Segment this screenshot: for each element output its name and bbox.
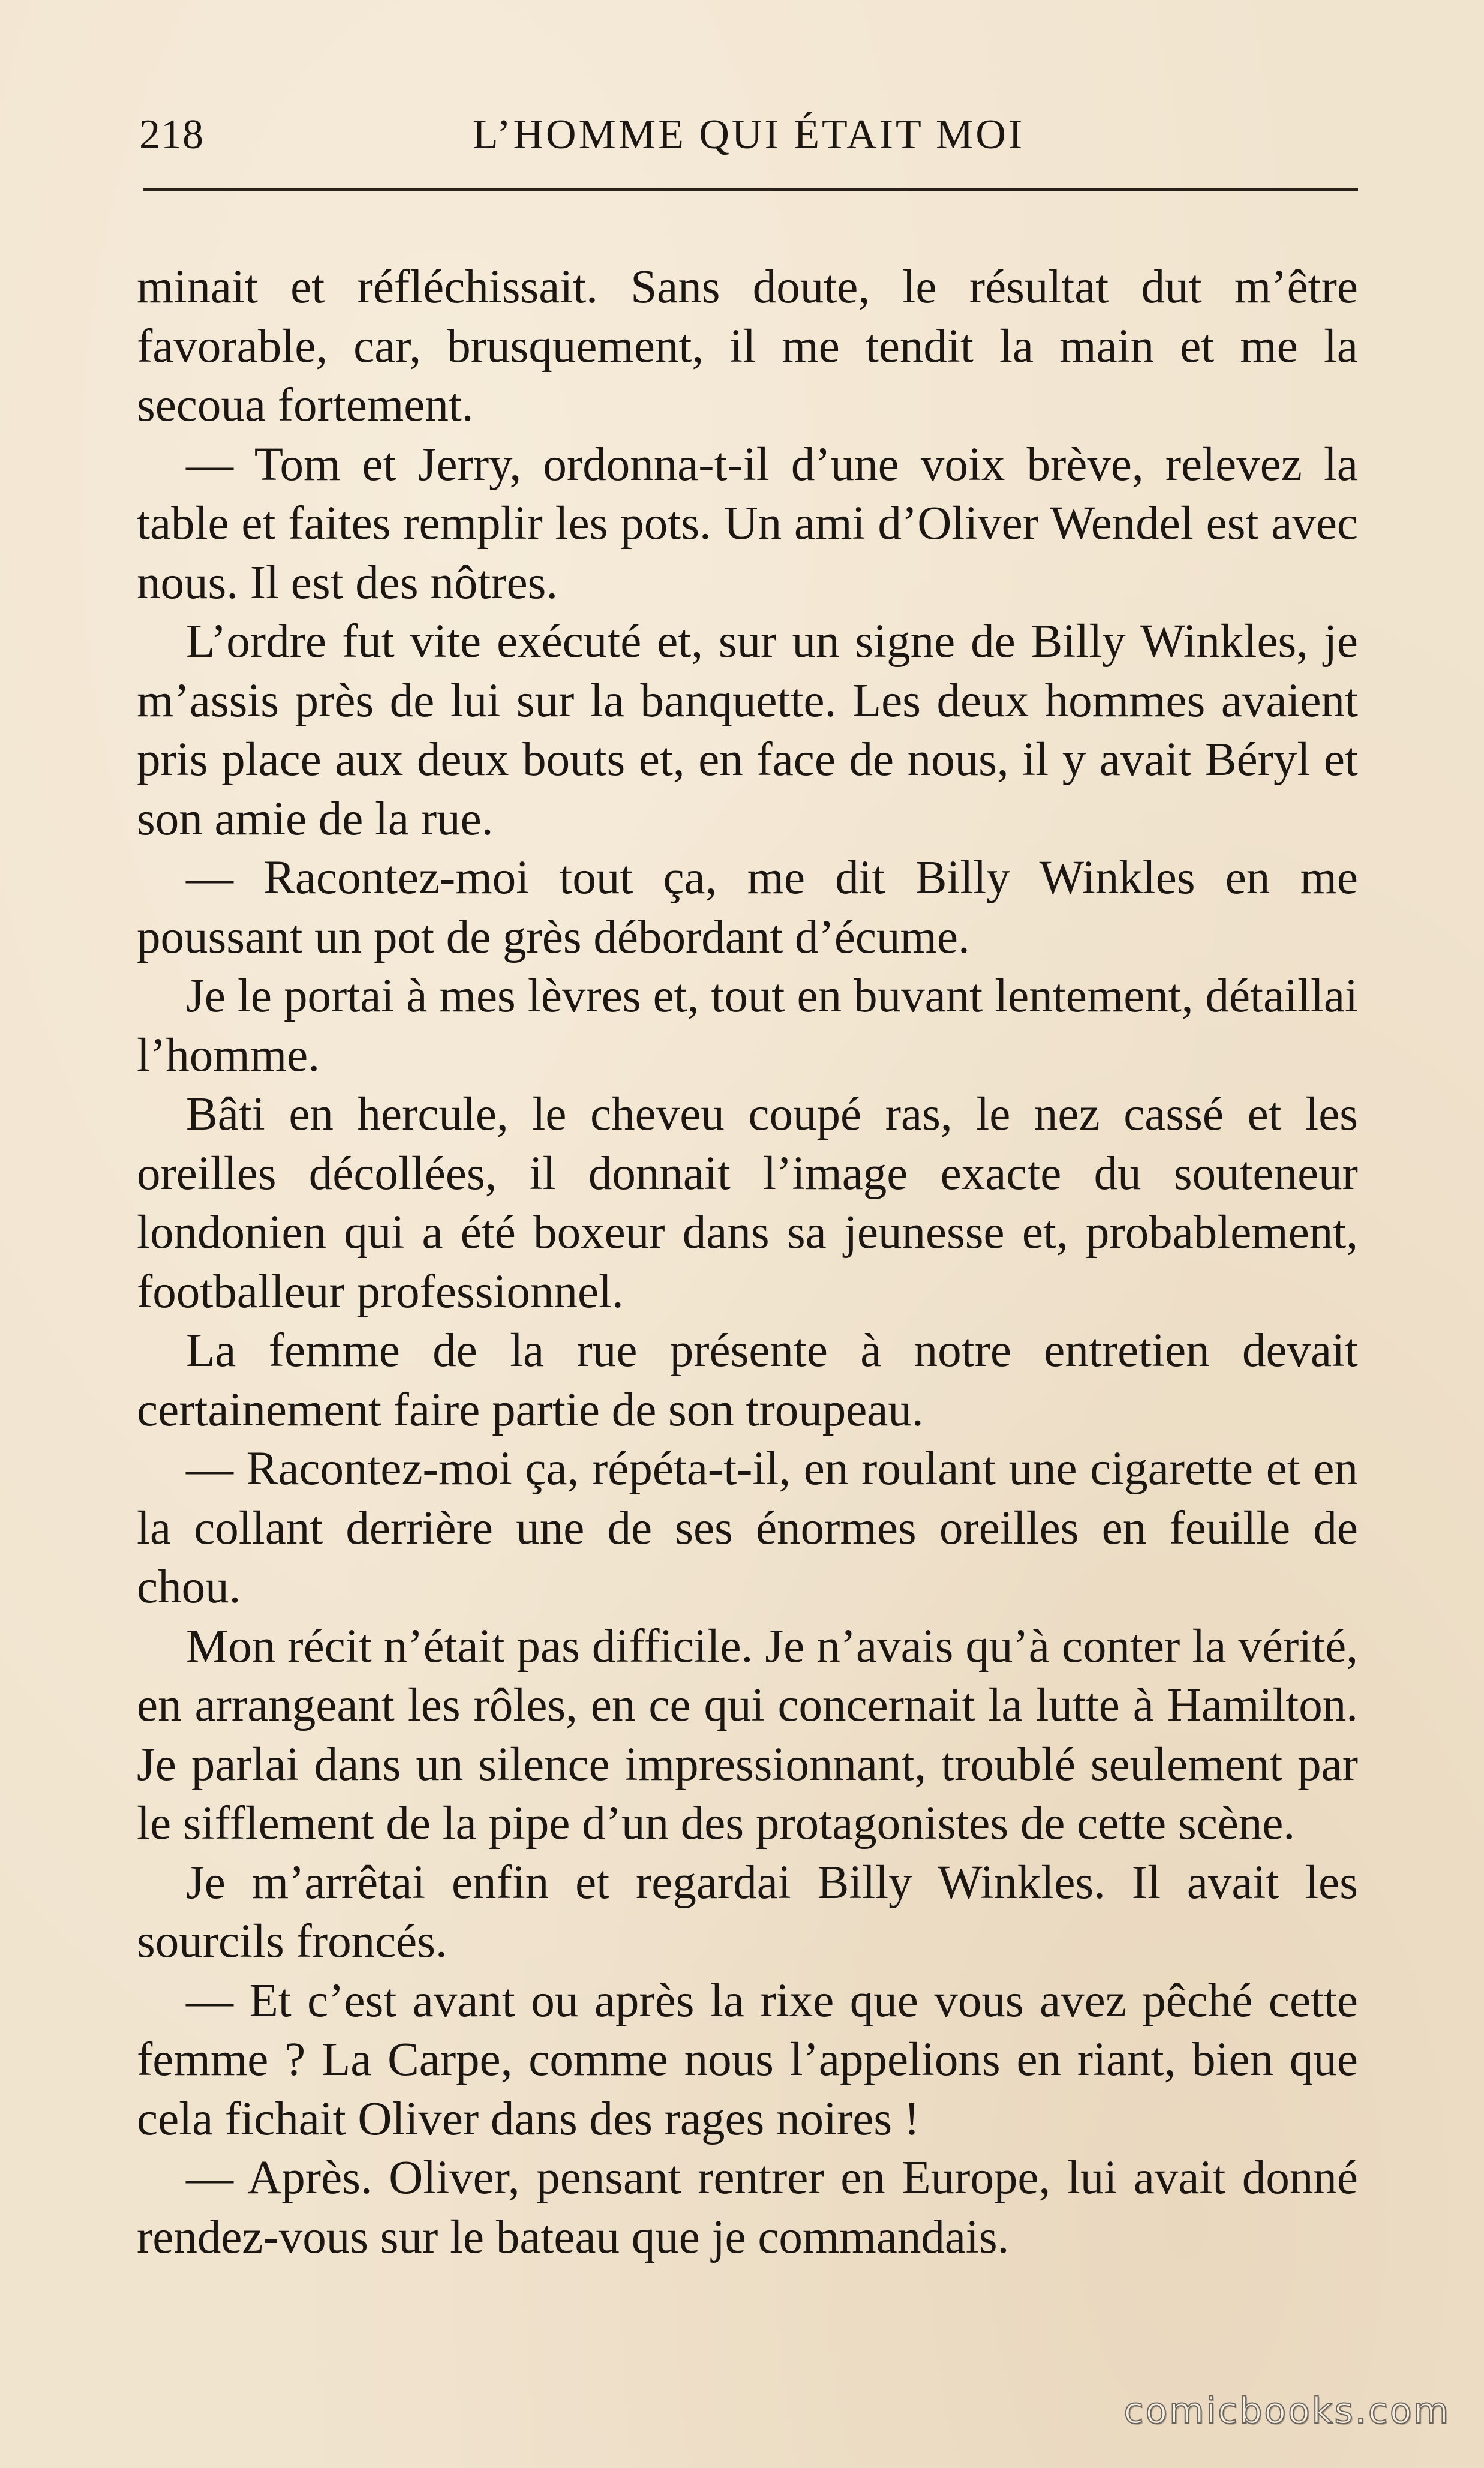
paragraph: Mon récit n’était pas difficile. Je n’avais qu’à conter la vérité, en arrangeant les rôles, en ce qui concernait la lutte à Hamilton. Je parlai dans un silence impressionnant, troublé seulement par le sifflement de la pipe d’un des protagonistes de cette scène. [137,1620,1358,1850]
page-header [139,105,1358,165]
paragraph: Je m’arrêtai enfin et regardai Billy Winkles. Il avait les sourcils froncés. [137,1856,1358,1968]
paragraph: — Racontez-moi ça, répéta-t-il, en roulant une cigarette et en la collant derrière une de ses énormes oreilles en feuille de chou. [137,1443,1358,1613]
header-rule [143,188,1358,191]
paragraph: — Tom et Jerry, ordonna-t-il d’une voix brève, relevez la table et faites remplir les pots. Un ami d’Oliver Wendel est avec nous. Il est des nôtres. [137,438,1358,609]
paragraph: — Après. Oliver, pensant rentrer en Europe, lui avait donné rendez-vous sur le bateau que je commandais. [137,2152,1358,2263]
running-title: L’HOMME QUI ÉTAIT MOI [472,112,1025,158]
page-number: 218 [139,112,204,158]
watermark-text: comicbooks.com [1123,2390,1450,2432]
paragraph: L’ordre fut vite exécuté et, sur un signe de Billy Winkles, je m’assis près de lui sur la banquette. Les deux hommes avaient pris place aux deux bouts et, en face de nous, il y avait Béryl et son amie de la rue. [137,616,1358,845]
body-text [137,258,1358,2267]
paragraph-continued: minait et réfléchissait. Sans doute, le résultat dut m’être favorable, car, brusquement, il me tendit la main et me la secoua fortement. [137,261,1358,431]
paragraph: — Racontez-moi tout ça, me dit Billy Winkles en me poussant un pot de grès débordant d’écume. [137,852,1358,963]
paragraph: Bâti en hercule, le cheveu coupé ras, le nez cassé et les oreilles décollées, il donnait l’image exacte du souteneur londonien qui a été boxeur dans sa jeunesse et, probablement, footballeur professionnel. [137,1088,1358,1318]
paragraph: Je le portai à mes lèvres et, tout en buvant lentement, détaillai l’homme. [137,970,1358,1082]
paragraph: La femme de la rue présente à notre entretien devait certainement faire partie de son troupeau. [137,1325,1358,1436]
paragraph: — Et c’est avant ou après la rixe que vous avez pêché cette femme ? La Carpe, comme nous l’appelions en riant, bien que cela fichait Oliver dans des rages noires ! [137,1974,1358,2145]
